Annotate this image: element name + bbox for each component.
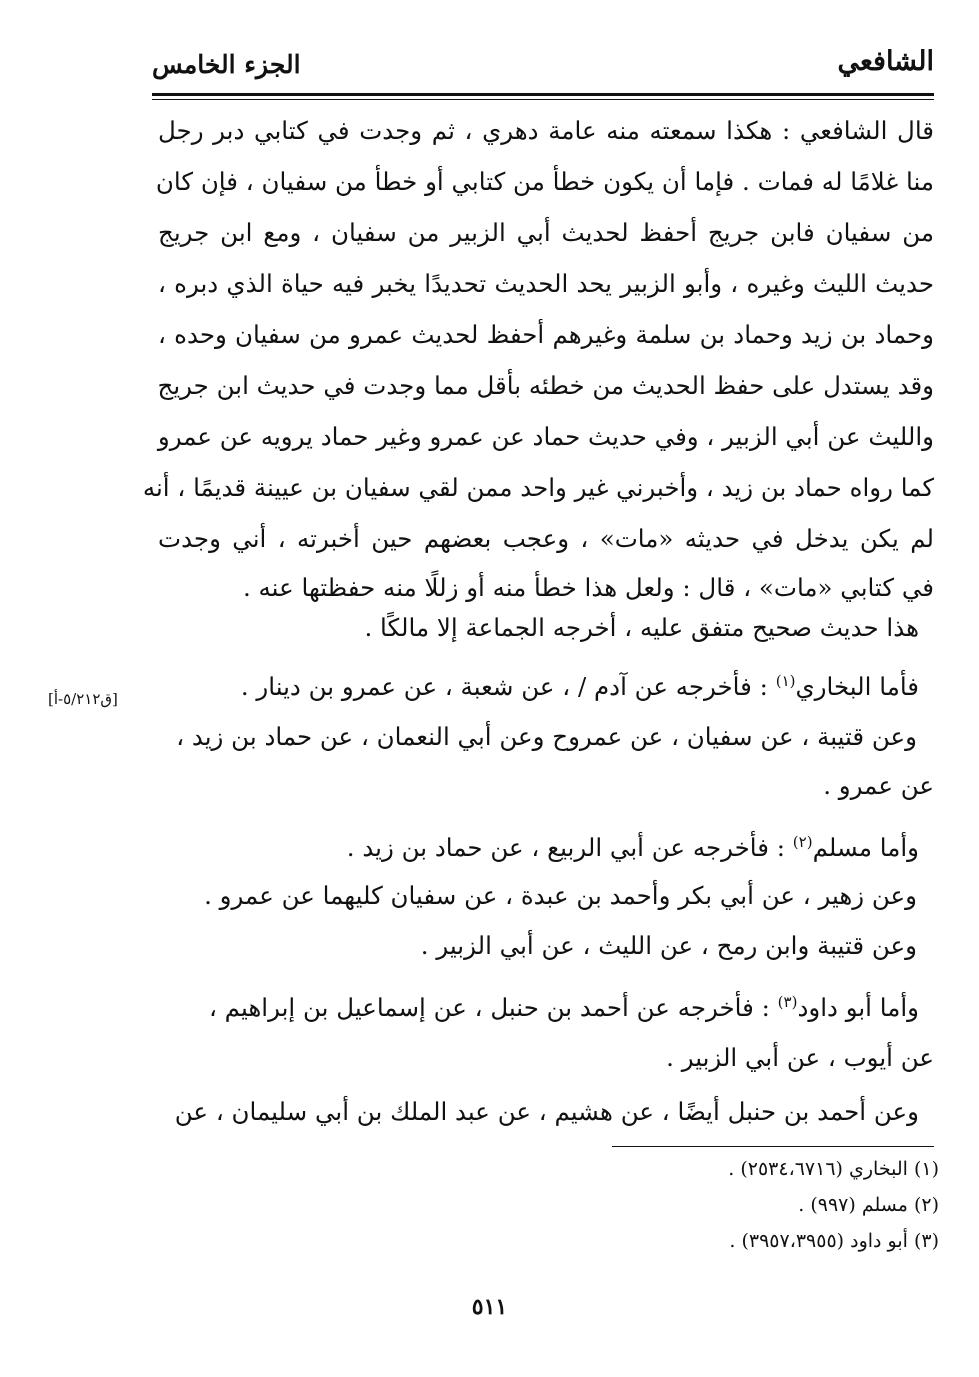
text-line: في كتابي «مات» ، قال : ولعل هذا خطأ منه أو زللًا منه حفظتها عنه . bbox=[242, 573, 934, 602]
text-line: عن أيوب ، عن أبي الزبير . bbox=[666, 1043, 934, 1072]
header-rule-thin bbox=[152, 99, 934, 100]
text-line: وقد يستدل على حفظ الحديث من خطئه بأقل مما وجدت في حديث ابن جريج bbox=[157, 371, 934, 400]
text-line bbox=[209, 990, 919, 1030]
footnote-ref: (٢) bbox=[792, 832, 813, 851]
text-line: وعن قتيبة ، عن سفيان ، عن عمروح وعن أبي النعمان ، عن حماد بن زيد ، bbox=[176, 722, 917, 751]
source-label: وأما مسلم bbox=[812, 833, 919, 862]
footnote-separator bbox=[612, 1146, 934, 1147]
source-label: فأما البخاري bbox=[795, 672, 919, 701]
text-line: حديث الليث وغيره ، وأبو الزبير يحد الحديث تحديدًا يخبر فيه حياة الذي دبره ، bbox=[158, 269, 934, 298]
volume-label: الجزء الخامس bbox=[152, 50, 301, 79]
text-line: وعن زهير ، عن أبي بكر وأحمد بن عبدة ، عن سفيان كليهما عن عمرو . bbox=[204, 881, 917, 910]
page-number: ٥١١ bbox=[471, 1294, 508, 1320]
text-line: من سفيان فابن جريج أحفظ لحديث أبي الزبير من سفيان ، ومع ابن جريج bbox=[158, 218, 934, 247]
manuscript-folio-note: [ق٥/٢١٢-أ] bbox=[48, 690, 118, 708]
source-text: : فأخرجه عن أحمد بن حنبل ، عن إسماعيل بن إبراهيم ، bbox=[208, 993, 770, 1022]
footnote: (٢) مسلم (٩٩٧) . bbox=[798, 1194, 939, 1216]
text-line: منا غلامًا له فمات . فإما أن يكون خطأ من كتابي أو خطأ من سفيان ، فإن كان bbox=[155, 167, 934, 196]
source-text: : فأخرجه عن أبي الربيع ، عن حماد بن زيد . bbox=[346, 833, 785, 862]
book-title: الشافعي bbox=[837, 46, 934, 77]
footnote: (٣) أبو داود (٣٩٥٧،٣٩٥٥) . bbox=[729, 1230, 939, 1252]
text-line: قال الشافعي : هكذا سمعته منه عامة دهري ، ثم وجدت في كتابي دبر رجل bbox=[158, 116, 934, 145]
text-line: وعن قتيبة وابن رمح ، عن الليث ، عن أبي الزبير . bbox=[420, 931, 917, 960]
text-line bbox=[241, 669, 919, 709]
text-line: وعن أحمد بن حنبل أيضًا ، عن هشيم ، عن عبد الملك بن أبي سليمان ، عن bbox=[174, 1097, 919, 1126]
source-label: وأما أبو داود bbox=[797, 993, 919, 1022]
footnote-ref: (٣) bbox=[777, 992, 798, 1011]
source-text: : فأخرجه عن آدم / ، عن شعبة ، عن عمرو بن دينار . bbox=[240, 672, 768, 701]
header-rule-thick bbox=[152, 93, 934, 96]
running-header bbox=[152, 44, 934, 94]
footnote-ref: (١) bbox=[775, 671, 796, 690]
text-line: عن عمرو . bbox=[823, 771, 934, 800]
text-line: لم يكن يدخل في حديثه «مات» ، وعجب بعضهم حين أخبرته ، أني وجدت bbox=[158, 524, 934, 553]
text-line: هذا حديث صحيح متفق عليه ، أخرجه الجماعة إلا مالكًا . bbox=[364, 613, 919, 642]
text-line: وحماد بن زيد وحماد بن سلمة وغيرهم أحفظ لحديث عمرو من سفيان وحده ، bbox=[158, 320, 934, 349]
footnote: (١) البخاري (٢٥٣٤،٦٧١٦) . bbox=[728, 1158, 939, 1180]
text-line: كما رواه حماد بن زيد ، وأخبرني غير واحد ممن لقي سفيان بن عيينة قديمًا ، أنه bbox=[142, 473, 934, 502]
text-line: والليث عن أبي الزبير ، وفي حديث حماد عن عمرو وغير حماد يرويه عن عمرو bbox=[157, 422, 934, 451]
text-line bbox=[347, 830, 919, 870]
